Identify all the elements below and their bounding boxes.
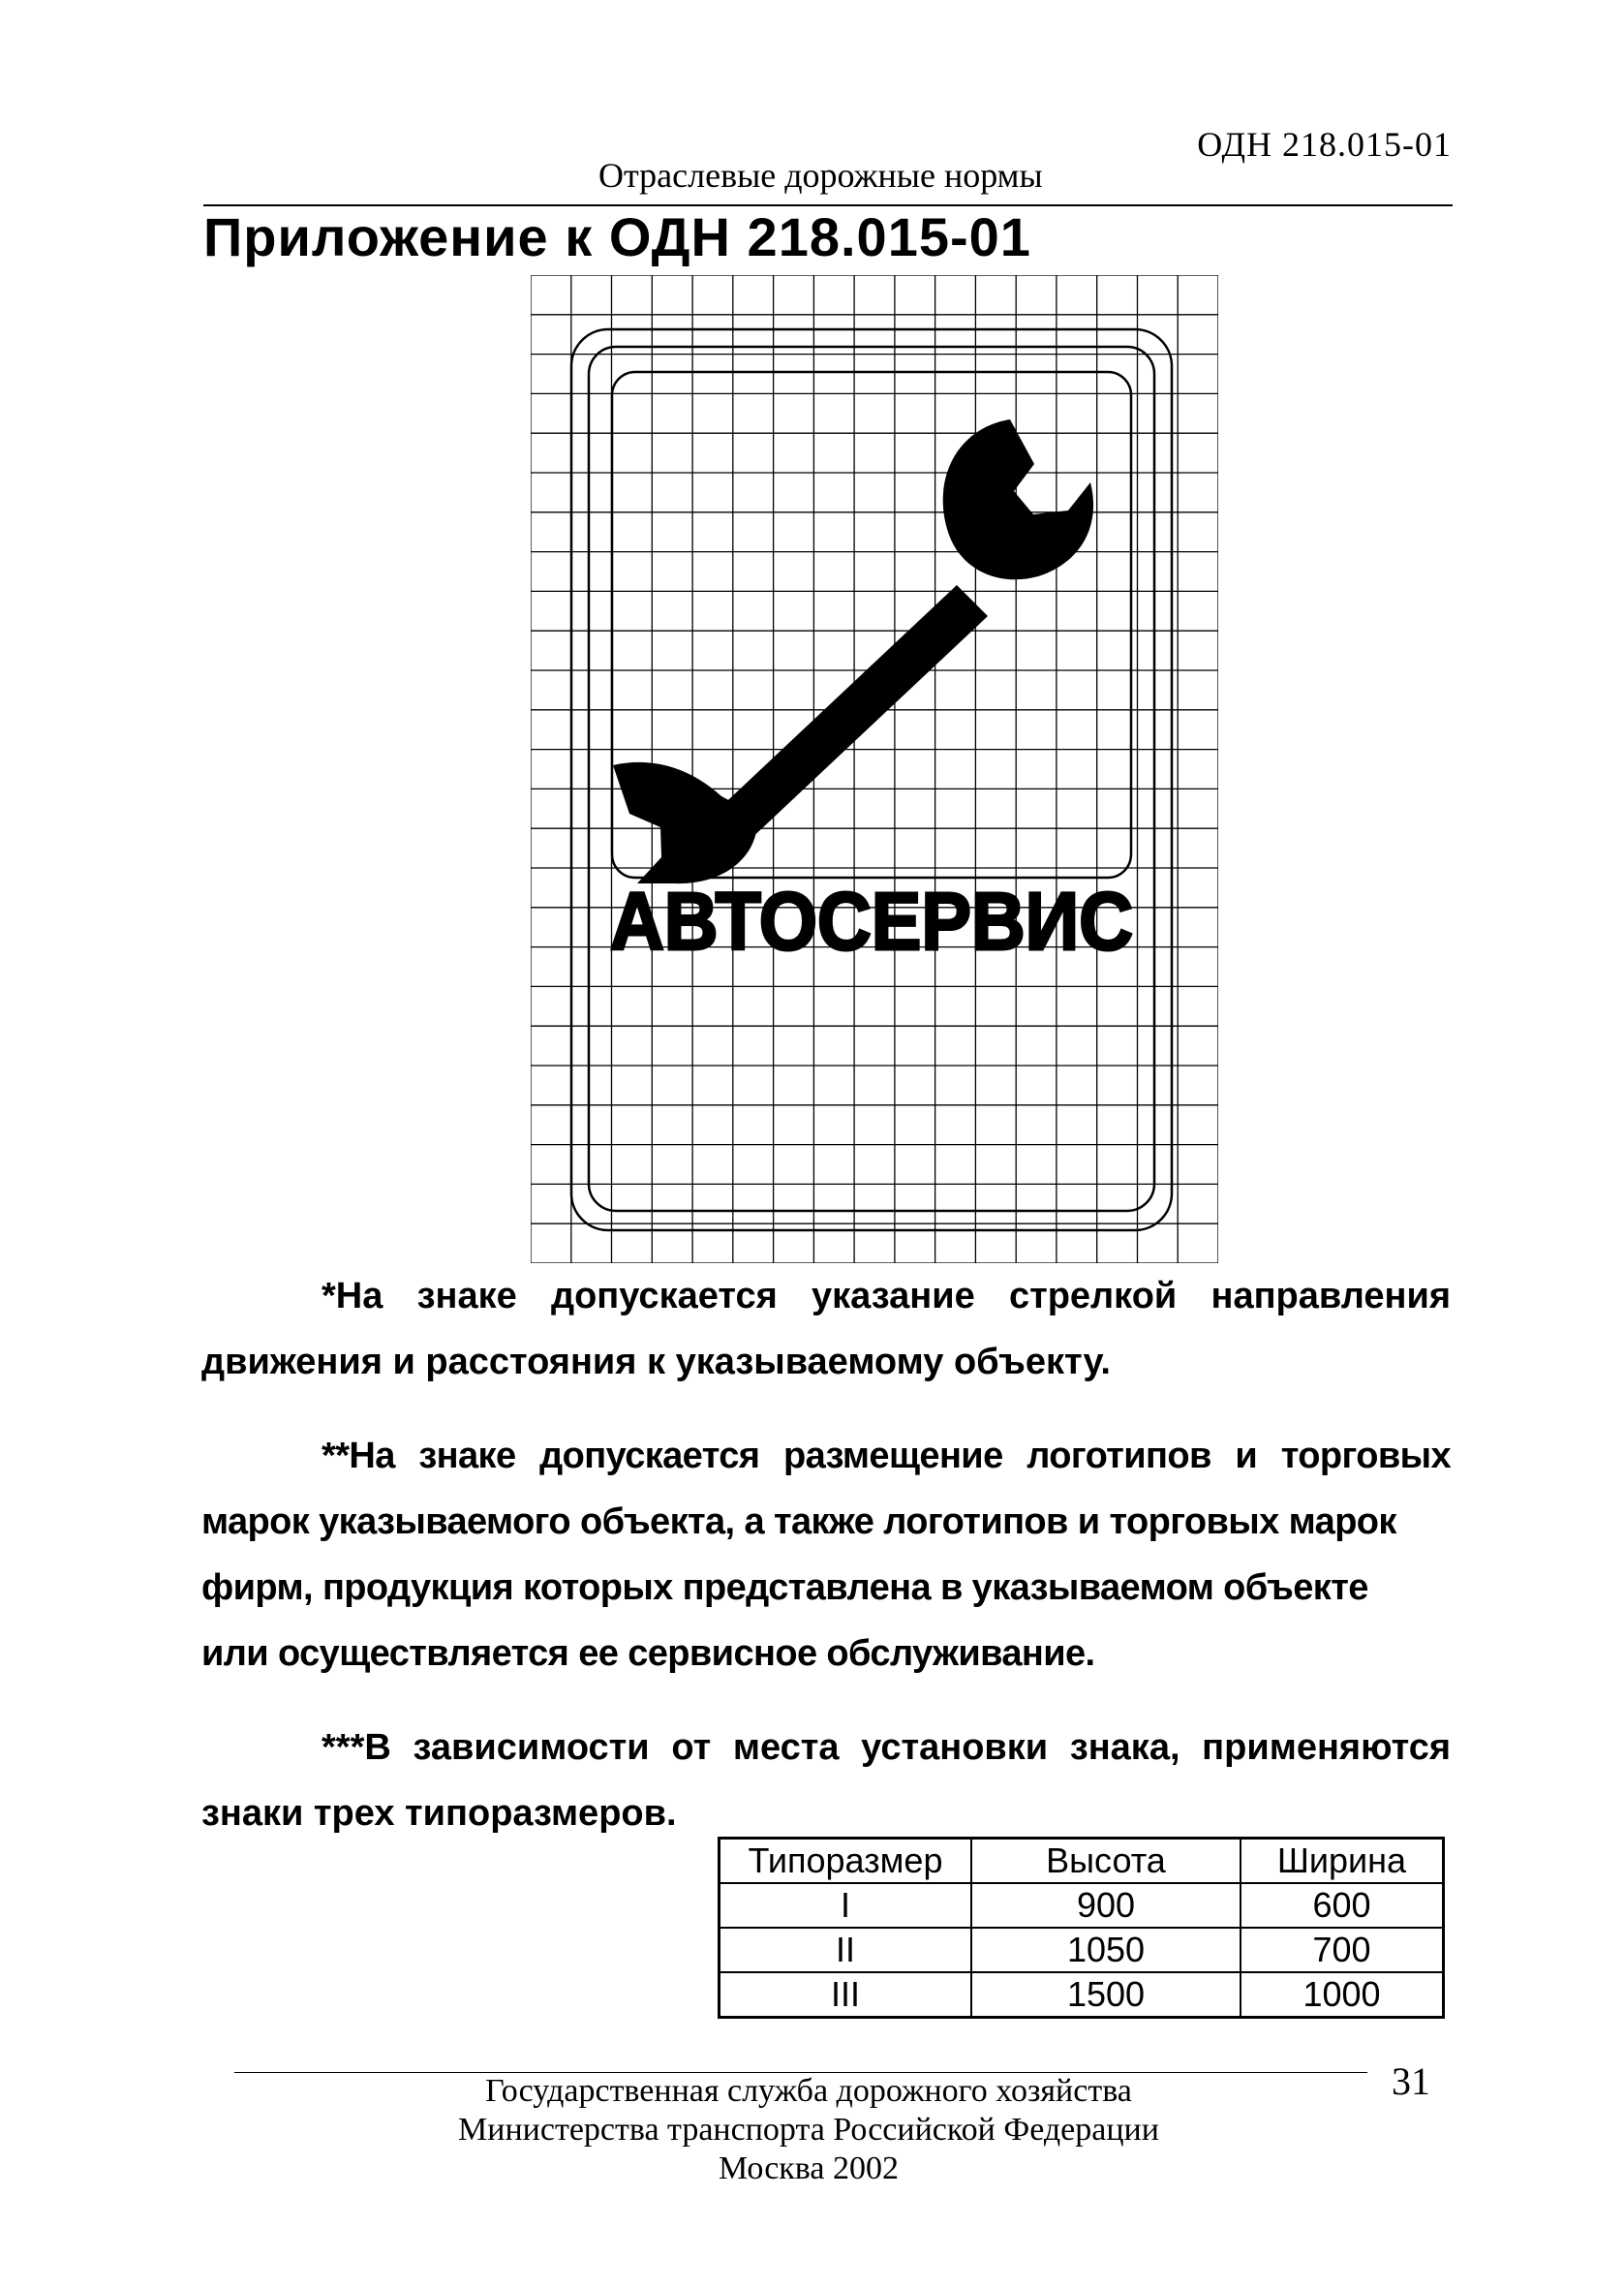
note-line: знаки трех типоразмеров. — [201, 1793, 677, 1834]
table-cell: 700 — [1241, 1928, 1444, 1972]
table-row — [720, 1883, 1444, 1928]
footer-publisher — [373, 2072, 1244, 2188]
table-cell: II — [720, 1928, 972, 1972]
note-logotypes — [201, 1423, 1451, 1686]
column-header: Высота — [971, 1839, 1241, 1884]
page-number: 31 — [1392, 2059, 1430, 2103]
table-cell: 600 — [1241, 1883, 1444, 1928]
note-line: или осуществляется ее сервисное обслуживание. — [201, 1633, 1095, 1674]
document-series: Отраслевые дорожные нормы — [598, 156, 1043, 195]
note-line: ***В зависимости от места установки знака, применяются — [322, 1727, 1451, 1768]
table-row — [720, 1972, 1444, 2018]
note-line: марок указываемого объекта, а также логотипов и торговых марок — [201, 1501, 1396, 1542]
note-line: *На знаке допускается указание стрелкой направления — [322, 1276, 1451, 1316]
table-cell: 1000 — [1241, 1972, 1444, 2018]
footer-line: Государственная служба дорожного хозяйства — [485, 2073, 1132, 2109]
table-row — [720, 1928, 1444, 1972]
sign-label: АВТОСЕРВИС — [610, 876, 1133, 967]
table-cell: I — [720, 1883, 972, 1928]
table-header-row — [720, 1839, 1444, 1884]
column-header: Типоразмер — [720, 1839, 972, 1884]
table-cell: 1500 — [971, 1972, 1241, 2018]
table-cell: 900 — [971, 1883, 1241, 1928]
column-header: Ширина — [1241, 1839, 1444, 1884]
note-line: движения и расстояния к указываемому объекту. — [201, 1342, 1111, 1382]
sizes-table — [718, 1837, 1445, 2019]
sign-figure — [531, 275, 1218, 1263]
note-sizes — [201, 1715, 1451, 1846]
note-arrow-direction — [201, 1263, 1451, 1395]
page-title: Приложение к ОДН 218.015-01 — [203, 206, 1031, 267]
table-cell: III — [720, 1972, 972, 2018]
footer-line: Москва 2002 — [718, 2150, 900, 2186]
footer-line: Министерства транспорта Российской Федерации — [458, 2112, 1159, 2148]
wrench-icon — [613, 419, 1093, 883]
document-code: ОДН 218.015-01 — [1197, 125, 1452, 164]
note-line: **На знаке допускается размещение логотипов и торговых — [322, 1436, 1451, 1476]
table-cell: 1050 — [971, 1928, 1241, 1972]
note-line: фирм, продукция которых представлена в указываемом объекте — [201, 1567, 1368, 1608]
